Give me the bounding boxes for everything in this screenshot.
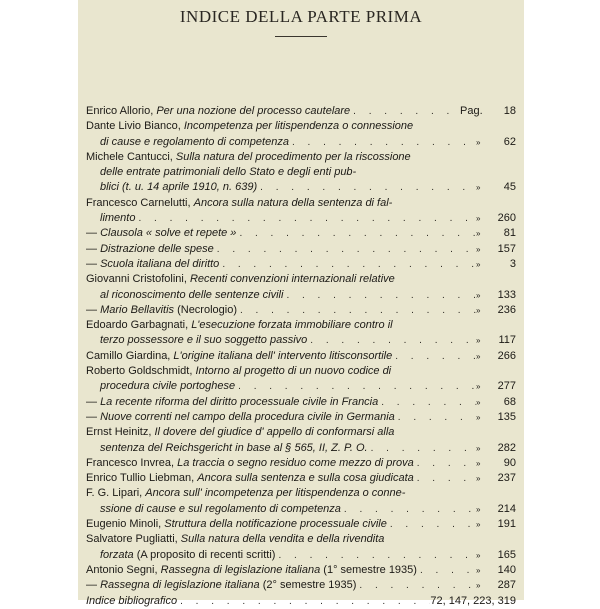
- dot-leader: [214, 242, 476, 257]
- entry-page-number: 135: [497, 410, 516, 423]
- index-entry-line: [86, 563, 516, 578]
- entry-title: terzo possessore e il suo soggetto passivo: [100, 334, 308, 347]
- entry-author: —: [86, 242, 101, 255]
- entry-text: [100, 180, 257, 195]
- entry-author: —: [86, 579, 101, 592]
- entry-text: [100, 548, 275, 563]
- index-entry-line: [86, 180, 516, 195]
- entry-title: Per una nozione del processo cautelare: [156, 105, 351, 117]
- dot-leader: [135, 211, 476, 226]
- entry-title: procedura civile portoghese: [100, 380, 236, 393]
- dot-leader: [417, 563, 476, 578]
- index-entry-line: [86, 196, 516, 211]
- entry-title: Struttura della notificazione processuale civile: [164, 518, 387, 531]
- entry-title: Recenti convenzioni internazionali relative: [189, 273, 395, 286]
- entry-title: blici (t. u. 14 aprile 1910, n. 639): [100, 181, 258, 194]
- entry-title: delle entrate patrimoniali dello Stato e degli enti pub-: [100, 166, 357, 179]
- index-entries: [86, 104, 516, 609]
- entry-text: [86, 532, 384, 547]
- ditto-mark: »: [476, 336, 481, 346]
- bibliography-label: [86, 594, 177, 609]
- entry-page-number: 277: [497, 380, 516, 393]
- dot-leader: [387, 517, 476, 532]
- ditto-mark: »: [476, 550, 481, 560]
- index-entry-line: [86, 165, 516, 180]
- index-entry-line: [86, 272, 516, 287]
- dot-leader: [356, 578, 476, 593]
- entry-title: L'origine italiana dell' intervento litisconsortile: [173, 349, 393, 362]
- entry-suffix: (A proposito di recenti scritti): [133, 548, 276, 561]
- index-entry-line: [86, 349, 516, 364]
- entry-page-number: 18: [503, 105, 516, 117]
- entry-title: forzata: [100, 548, 134, 561]
- entry-suffix: (2° semestre 1935): [259, 579, 357, 592]
- index-entry-line: [86, 456, 516, 471]
- bibliography-line: [86, 594, 516, 609]
- entry-text: [100, 502, 341, 517]
- dot-leader: [395, 410, 476, 425]
- entry-title: Rassegna di legislazione italiana: [100, 579, 260, 592]
- ditto-mark: »: [476, 474, 481, 484]
- entry-title: Clausola « solve et repete »: [100, 227, 237, 240]
- entry-page-number: 287: [497, 579, 516, 592]
- dot-leader: [414, 456, 476, 471]
- entry-page-number: 90: [503, 456, 516, 469]
- bibliography-pages: 72, 147, 223, 319: [430, 594, 516, 607]
- ditto-mark: »: [476, 382, 481, 392]
- entry-text: [86, 425, 394, 440]
- ditto-mark: »: [476, 520, 481, 530]
- entry-author: —: [86, 395, 101, 408]
- entry-text: [86, 395, 378, 410]
- dot-leader: [289, 135, 476, 150]
- ditto-mark: »: [476, 137, 481, 147]
- entry-author: Michele Cantucci,: [86, 150, 176, 163]
- dot-leader: [378, 395, 476, 410]
- index-entry-line: [86, 364, 516, 379]
- index-entry-line: [86, 257, 516, 272]
- ditto-mark: »: [476, 244, 481, 254]
- entry-text: [86, 456, 414, 471]
- entry-author: F. G. Lipari,: [86, 487, 146, 500]
- entry-page-number: 81: [503, 227, 516, 240]
- entry-author: Salvatore Pugliatti,: [86, 533, 181, 546]
- entry-title: al riconoscimento delle sentenze civili: [100, 288, 284, 301]
- entry-title: Nuove correnti nel campo della procedura civile in Germania: [100, 410, 395, 423]
- entry-page-number: 214: [497, 502, 516, 515]
- index-entry-line: [86, 318, 516, 333]
- index-entry-line: [86, 226, 516, 241]
- dot-leader: [237, 303, 476, 318]
- entry-text: [86, 104, 350, 119]
- ditto-mark: »: [476, 305, 481, 315]
- entry-text: [86, 150, 411, 165]
- dot-leader: [236, 226, 476, 241]
- entry-text: [100, 211, 135, 226]
- dot-leader: [235, 379, 476, 394]
- index-entry-line: [86, 425, 516, 440]
- bibliography-label-text: Indice bibliografico: [86, 594, 178, 607]
- index-entry-line: [86, 578, 516, 593]
- entry-suffix: (1° semestre 1935): [320, 563, 417, 576]
- ditto-mark: »: [476, 351, 481, 361]
- dot-leader: [257, 180, 476, 195]
- entry-text: [86, 486, 405, 501]
- entry-text: [86, 578, 356, 593]
- entry-title: Distrazione delle spese: [100, 242, 214, 255]
- dot-leader: [219, 257, 476, 272]
- page-title: INDICE DELLA PARTE PRIMA: [179, 7, 423, 26]
- entry-text: [86, 410, 395, 425]
- dot-leader: [275, 548, 476, 563]
- entry-page-number: 236: [497, 303, 516, 316]
- index-entry-line: [86, 517, 516, 532]
- ditto-mark: »: [476, 290, 481, 300]
- index-entry-line: [86, 379, 516, 394]
- ditto-mark: »: [476, 565, 481, 575]
- entry-author: Enrico Allorio,: [86, 105, 157, 117]
- entry-page-number: 45: [503, 181, 516, 194]
- entry-page-number: 191: [497, 518, 516, 531]
- dot-leader: [368, 441, 476, 456]
- entry-title: Scuola italiana del diritto: [100, 257, 220, 270]
- index-entry-line: [86, 242, 516, 257]
- dot-leader: [414, 471, 476, 486]
- entry-author: —: [86, 303, 101, 316]
- entry-author: Giovanni Cristofolini,: [86, 273, 190, 286]
- entry-author: Enrico Tullio Liebman,: [86, 472, 198, 485]
- index-entry-line: [86, 532, 516, 547]
- entry-text: [100, 441, 368, 456]
- entry-text: [86, 272, 395, 287]
- entry-author: Francesco Invrea,: [86, 456, 178, 469]
- entry-text: [86, 226, 236, 241]
- entry-page-number: 140: [497, 563, 516, 576]
- entry-title: Mario Bellavitis: [100, 303, 175, 316]
- entry-page-number: 237: [497, 472, 516, 485]
- index-entry-line: [86, 410, 516, 425]
- entry-page-number: 260: [497, 212, 516, 225]
- entry-page-number: 62: [503, 135, 516, 148]
- entry-title: Ancora sulla natura della sentenza di fal-: [193, 196, 393, 209]
- ditto-mark: »: [476, 504, 481, 514]
- entry-author: —: [86, 227, 101, 240]
- entry-author: Ernst Heinitz,: [86, 426, 155, 439]
- entry-text: [86, 257, 219, 272]
- index-entry-line: [86, 303, 516, 318]
- entry-text: [100, 288, 283, 303]
- ditto-mark: »: [476, 214, 481, 224]
- ditto-mark: »: [476, 229, 481, 239]
- dot-leader: [341, 502, 476, 517]
- entry-text: [86, 242, 214, 257]
- ditto-mark: »: [476, 581, 481, 591]
- entry-author: —: [86, 410, 101, 423]
- entry-text: [86, 471, 414, 486]
- entry-author: Camillo Giardina,: [86, 349, 174, 362]
- entry-title: Incompetenza per litispendenza o connessione: [183, 120, 414, 133]
- index-entry-line: [86, 135, 516, 150]
- entry-page-number: 68: [503, 395, 516, 408]
- entry-page-number: 117: [498, 334, 516, 347]
- entry-text: [86, 119, 413, 134]
- entry-text: [100, 333, 307, 348]
- index-entry-line: [86, 441, 516, 456]
- entry-title: La recente riforma del diritto processuale civile in Francia: [100, 395, 379, 408]
- entry-text: [86, 303, 237, 318]
- index-entry-line: [86, 288, 516, 303]
- index-entry-line: [86, 471, 516, 486]
- entry-title: Sulla natura della vendita e della rivendita: [180, 533, 385, 546]
- entry-text: [100, 379, 235, 394]
- entry-page-number: 266: [497, 349, 516, 362]
- ditto-mark: »: [476, 412, 481, 422]
- entry-title: Rassegna di legislazione italiana: [160, 563, 321, 576]
- entry-text: [86, 318, 393, 333]
- entry-title: Intorno al progetto di un nuovo codice di: [195, 365, 392, 378]
- index-entry-line: [86, 104, 516, 119]
- entry-text: [86, 349, 392, 364]
- ditto-mark: »: [476, 259, 481, 269]
- entry-page-number: 282: [497, 441, 516, 454]
- index-entry-line: [86, 150, 516, 165]
- entry-author: Roberto Goldschmidt,: [86, 365, 196, 378]
- ditto-mark: »: [476, 183, 481, 193]
- pag-label: Pag.: [460, 105, 483, 117]
- index-page: [78, 0, 524, 607]
- dot-leader: [177, 594, 430, 609]
- index-entry-line: [86, 211, 516, 226]
- entry-title: Sulla natura del procedimento per la riscossione: [175, 150, 411, 163]
- entry-author: Dante Livio Bianco,: [86, 120, 184, 133]
- ditto-mark: »: [476, 443, 481, 453]
- entry-page-number: 157: [497, 242, 516, 255]
- entry-author: Edoardo Garbagnati,: [86, 319, 192, 332]
- entry-page-number: 165: [497, 548, 516, 561]
- index-entry-line: [86, 119, 516, 134]
- entry-title: Ancora sull' incompetenza per litispendenza o conne-: [145, 487, 406, 500]
- entry-title: Ancora sulla sentenza e sulla cosa giudicata: [197, 472, 414, 485]
- entry-title: sentenza del Reichsgericht in base al § 565, II, Z. P. O.: [100, 441, 368, 454]
- entry-title: ssione di cause e sul regolamento di competenza: [100, 502, 341, 515]
- entry-text: [100, 165, 356, 180]
- entry-page-number: 3: [509, 257, 516, 270]
- entry-title: di cause e regolamento di competenza: [100, 135, 289, 148]
- index-entry-line: [86, 395, 516, 410]
- entry-author: Francesco Carnelutti,: [86, 196, 194, 209]
- entry-text: [86, 517, 387, 532]
- entry-title: limento: [100, 212, 136, 225]
- entry-suffix: (Necrologio): [174, 303, 237, 316]
- entry-author: —: [86, 257, 101, 270]
- index-entry-line: [86, 502, 516, 517]
- entry-text: [100, 135, 289, 150]
- entry-author: Antonio Segni,: [86, 563, 161, 576]
- dot-leader: [392, 349, 476, 364]
- entry-title: L'esecuzione forzata immobiliare contro il: [191, 319, 393, 332]
- entry-text: [86, 364, 391, 379]
- title-divider: [275, 36, 327, 37]
- entry-author: Eugenio Minoli,: [86, 518, 165, 531]
- index-entry-line: [86, 548, 516, 563]
- dot-leader: [283, 288, 476, 303]
- entry-text: [86, 563, 417, 578]
- entry-page-number: 133: [497, 288, 516, 301]
- dot-leader: [350, 104, 460, 119]
- dot-leader: [307, 333, 476, 348]
- ditto-mark: »: [476, 458, 481, 468]
- index-entry-line: [86, 333, 516, 348]
- index-entry-line: [86, 486, 516, 501]
- entry-title: Il dovere del giudice d' appello di conformarsi alla: [154, 426, 395, 439]
- entry-text: [86, 196, 392, 211]
- entry-title: La traccia o segno residuo come mezzo di prova: [177, 456, 414, 469]
- ditto-mark: »: [476, 397, 481, 407]
